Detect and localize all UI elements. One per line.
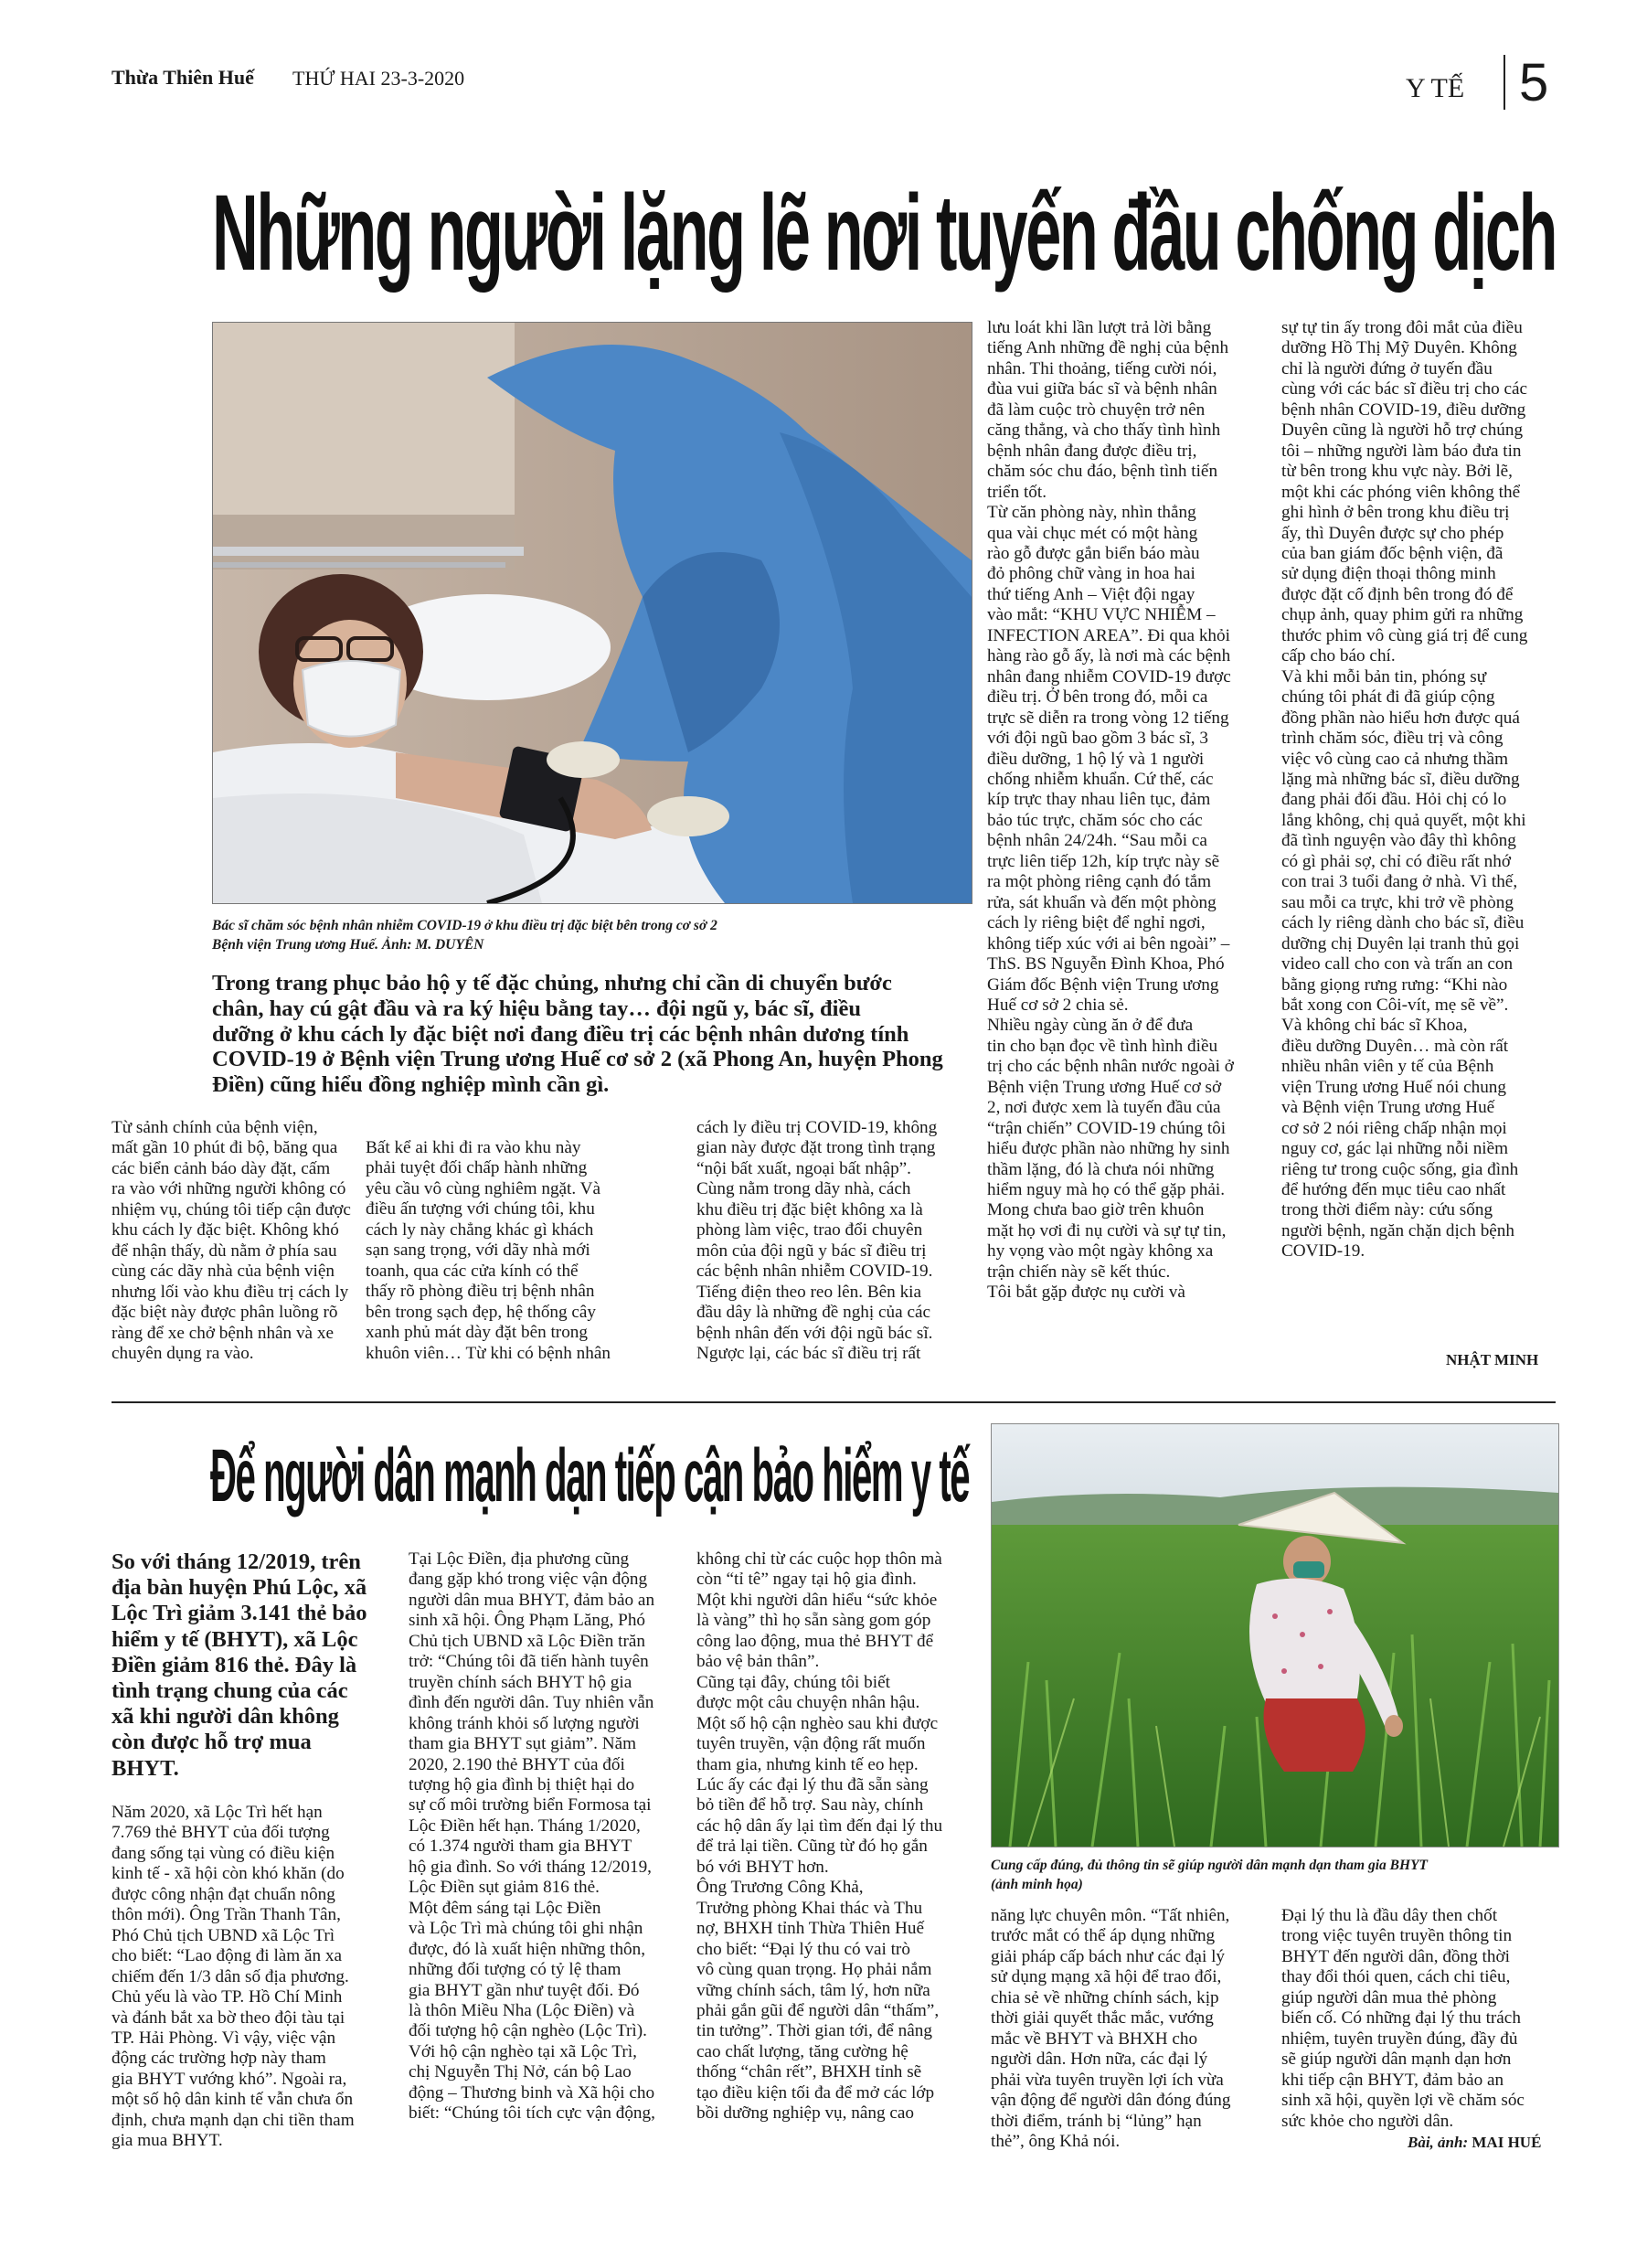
article2-headline: Để người dân mạnh dạn tiếp cận bảo hiểm y tế xyxy=(210,1434,970,1517)
article2-byline xyxy=(1408,2134,1541,2152)
section-name: Y TẾ xyxy=(1406,73,1465,103)
article2-column-4: năng lực chuyên môn. “Tất nhiên, trước mắt có thể áp dụng những giải pháp cấp bách như các đại lý sử dụng mạng xã hội để trao đổi, chia sẻ về những chính sách, kịp thời giải quyết thắc mắc, vướng mắc về BHYT và BHXH cho người dân. Hơn nữa, các đại lý phải vừa tuyên truyền lợi ích vừa vận động để người dân đóng đúng thời điểm, tránh bị “lủng” hạn thẻ”, ông Khả nói. xyxy=(991,1906,1231,2151)
article1-column-5: sự tự tin ấy trong đôi mắt của điều dưỡng Hồ Thị Mỹ Duyên. Không chỉ là người đứng ở tuyến đầu cùng với các bác sĩ điều trị cho các bệnh nhân COVID-19, điều dưỡng Duyên cũng là người hỗ trợ chúng tôi – những người làm báo đưa tin từ bên trong khu vực này. Bởi lẽ, một khi các phóng viên không thể ghi hình ở bên trong khu điều trị ấy, thì Duyên được sự cho phép của ban giám đốc bệnh viện, đã sử dụng điện thoại thông minh được đặt cố định bên trong đó để chụp ảnh, quay phim gửi ra những thước phim vô cùng giá trị để cung cấp cho báo chí. Và khi mỗi bản tin, phóng sự chúng tôi phát đi đã giúp cộng đồng phần nào hiểu hơn được quá trình chăm sóc, điều trị và công việc vô cùng cao cả nhưng thầm lặng mà những bác sĩ, điều dưỡng đang phải đối đầu. Hỏi chị có lo lắng không, chị quả quyết, một khi đã tình nguyện vào đây thì không có gì phải sợ, chỉ có điều rất nhớ con trai 3 tuổi đang ở nhà. Vì thế, sau mỗi ca trực, khi trở về phòng cách ly riêng dành cho bác sĩ, điều dưỡng chị Duyên lại tranh thủ gọi video call cho con và trấn an con bằng giọng rưng rưng: “Khi nào bắt xong con Côi-vít, mẹ sẽ về”. Và không chỉ bác sĩ Khoa, điều dưỡng Duyên… mà còn rất nhiều nhân viên y tế của Bệnh viện Trung ương Huế nói chung và Bệnh viện Trung ương Huế cơ sở 2 nói riêng chấp nhận mọi nguy cơ, gác lại những nỗi niềm riêng tư trong cuộc sống, gia đình để hướng đến mục tiêu cao nhất trong thời điểm này: cứu sống người bệnh, ngăn chặn dịch bệnh COVID-19. xyxy=(1281,318,1528,1262)
issue-date: THỨ HAI 23-3-2020 xyxy=(292,67,465,90)
article2-column-5: Đại lý thu là đầu dây then chốt trong việc tuyên truyền thông tin BHYT đến người dân, đồng thời thay đổi thói quen, cách chi tiêu, giúp người dân mua thẻ phòng biến cố. Có những đại lý thu trách nhiệm, tuyên truyền đúng, đầy đủ sẽ giúp người dân mạnh dạn hơn khi tiếp cận BHYT, đảm bảo an sinh xã hội, quyền lợi về chăm sóc sức khỏe cho người dân. xyxy=(1281,1906,1525,2131)
article1-column-4: lưu loát khi lần lượt trả lời bằng tiếng Anh những đề nghị của bệnh nhân. Thi thoảng, tiếng cười nói, đùa vui giữa bác sĩ và bệnh nhân đã làm cuộc trò chuyện trở nên căng thẳng, và cho thấy tình hình bệnh nhân đang được điều trị, chăm sóc chu đáo, bệnh tình tiến triển tốt. Từ căn phòng này, nhìn thẳng qua vài chục mét có một hàng rào gỗ được gắn biển báo màu đỏ phông chữ vàng in hoa hai thứ tiếng Anh – Việt đội ngay vào mắt: “KHU VỰC NHIỄM – INFECTION AREA”. Đi qua khỏi hàng rào gỗ ấy, là nơi mà các bệnh nhân đang nhiễm COVID-19 được điều trị. Ở bên trong đó, mỗi ca trực sẽ diễn ra trong vòng 12 tiếng với đội ngũ bao gồm 3 bác sĩ, 3 điều dưỡng, 1 hộ lý và 1 người chống nhiễm khuẩn. Cứ thế, các kíp trực thay nhau liên tục, đảm bảo túc trực, chăm sóc cho các bệnh nhân 24/24h. “Sau mỗi ca trực liên tiếp 12h, kíp trực này sẽ ra một phòng riêng cạnh đó tắm rửa, sát khuẩn và đến một phòng cách ly riêng biệt để nghỉ ngơi, không tiếp xúc với ai bên ngoài” – ThS. BS Nguyễn Đình Khoa, Phó Giám đốc Bệnh viện Trung ương Huế cơ sở 2 chia sẻ. Nhiều ngày cùng ăn ở để đưa tin cho bạn đọc về tình hình điều trị cho các bệnh nhân nước ngoài ở Bệnh viện Trung ương Huế cơ sở 2, nơi được xem là tuyến đầu của “trận chiến” COVID-19 chúng tôi hiểu được phần nào những hy sinh thầm lặng, đó là chưa nói những hiểm nguy mà họ có thể gặp phải. Mong chưa bao giờ trên khuôn mặt họ vơi đi nụ cười và sự tự tin, hy vọng vào một ngày không xa trận chiến này sẽ kết thúc. Tôi bắt gặp được nụ cười và xyxy=(987,318,1234,1303)
article1-lead: Trong trang phục bảo hộ y tế đặc chủng, nhưng chỉ cần di chuyển bước chân, hay cú gật đầu và ra ký hiệu bằng tay… đội ngũ y, bác sĩ, điều dưỡng ở khu cách ly đặc biệt nơi đang điều trị các bệnh nhân dương tính COVID-19 ở Bệnh viện Trung ương Huế cơ sở 2 (xã Phong An, huyện Phong Điền) cũng hiểu đồng nghiệp mình cần gì. xyxy=(212,971,943,1098)
byline-label: Bài, ảnh: xyxy=(1408,2134,1469,2151)
page-number: 5 xyxy=(1519,53,1549,112)
article2-column-2: Tại Lộc Điền, địa phương cũng đang gặp khó trong việc vận động người dân mua BHYT, đảm bảo an sinh xã hội. Ông Phạm Lăng, Phó Chủ tịch UBND xã Lộc Điền trăn trở: “Chúng tôi đã tiến hành tuyên truyền chính sách BHYT hộ gia đình đến người dân. Tuy nhiên vẫn không tránh khỏi số lượng người tham gia BHYT sụt giảm”. Năm 2020, 2.190 thẻ BHYT của đối tượng hộ gia đình bị thiệt hại do sự cố môi trường biển Formosa tại Lộc Điền hết hạn. Tháng 1/2020, có 1.374 người tham gia BHYT hộ gia đình. So với tháng 12/2019, Lộc Điền sụt giảm 816 thẻ. Một đêm sáng tại Lộc Điền và Lộc Trì mà chúng tôi ghi nhận được, đó là xuất hiện những thôn, những đối tượng có tỷ lệ tham gia BHYT gần như tuyệt đối. Đó là thôn Miều Nha (Lộc Điền) và đối tượng hộ cận nghèo (Lộc Trì). Với hộ cận nghèo tại xã Lộc Trì, chị Nguyễn Thị Nở, cán bộ Lao động – Thương binh và Xã hội cho biết: “Chúng tôi tích cực vận động, xyxy=(409,1549,655,2124)
article1-photo xyxy=(212,322,972,904)
header-divider xyxy=(1504,55,1505,110)
article1-column-3: cách ly điều trị COVID-19, không gian này được đặt trong tình trạng “nội bất xuất, ngoại bất nhập”. Cùng nằm trong dãy nhà, cách khu điều trị đặc biệt không xa là phòng làm việc, trao đổi chuyên môn của đội ngũ y bác sĩ điều trị các bệnh nhân nhiễm COVID-19. Tiếng điện theo reo lên. Bên kia đầu dây là những đề nghị của các bệnh nhân đến với đội ngũ bác sĩ. Ngược lại, các bác sĩ điều trị rất xyxy=(696,1118,938,1363)
article1-column-1: Từ sảnh chính của bệnh viện, mất gần 10 phút đi bộ, băng qua các biển cảnh báo dày đặt, cấm ra vào với những người không có nhiệm vụ, chúng tôi tiếp cận được khu cách ly đặc biệt. Không khó để nhận thấy, dù nằm ở phía sau cùng các dãy nhà của bệnh viện nhưng lối vào khu điều trị cách ly đặc biệt này được phân luồng rõ ràng để xe chở bệnh nhân và xe chuyên dụng ra vào. xyxy=(112,1118,351,1363)
article2-column-3: không chỉ từ các cuộc họp thôn mà còn “tỉ tê” ngay tại hộ gia đình. Một khi người dân hiểu “sức khỏe là vàng” thì họ sẵn sàng gom góp công lao động, mua thẻ BHYT để bảo vệ bản thân”. Cũng tại đây, chúng tôi biết được một câu chuyện nhân hậu. Một số hộ cận nghèo sau khi được tuyên truyền, vận động rất muốn tham gia, nhưng kinh tế eo hẹp. Lúc ấy các đại lý thu đã sẵn sàng bỏ tiền để hỗ trợ. Sau này, chính các hộ dân ấy lại tìm đến đại lý thu để trả lại tiền. Cũng từ đó họ gắn bó với BHYT hơn. Ông Trương Công Khả, Trưởng phòng Khai thác và Thu nợ, BHXH tỉnh Thừa Thiên Huế cho biết: “Đại lý thu có vai trò vô cùng quan trọng. Họ phải nắm vững chính sách, tâm lý, hơn nữa phải gắn gũi để người dân “thấm”, tin tưởng”. Thời gian tới, để nâng cao chất lượng, tăng cường hệ thống “chân rết”, BHXH tỉnh sẽ tạo điều kiện tối đa để mở các lớp bồi dưỡng nghiệp vụ, nâng cao xyxy=(696,1549,943,2124)
masthead: Thừa Thiên Huế xyxy=(112,66,254,89)
article1-photo-caption: Bác sĩ chăm sóc bệnh nhân nhiễm COVID-19 ở khu điều trị đặc biệt bên trong cơ sở 2 Bệnh viện Trung ương Huế. Ảnh: M. DUYÊN xyxy=(212,918,717,953)
article2-lead: So với tháng 12/2019, trên địa bàn huyện Phú Lộc, xã Lộc Trì giảm 3.141 thẻ bảo hiểm y tế (BHYT), xã Lộc Điền giảm 816 thẻ. Đây là tình trạng chung của các xã khi người dân không còn được hỗ trợ mua BHYT. xyxy=(112,1549,367,1781)
article1-headline: Những người lặng lẽ nơi tuyến đầu chống dịch xyxy=(212,173,1557,293)
article2-column-1: Năm 2020, xã Lộc Trì hết hạn 7.769 thẻ BHYT của đối tượng đang sống tại vùng có điều kiện kinh tế - xã hội còn khó khăn (do được công nhận đạt chuẩn nông thôn mới). Ông Trần Thanh Tân, Phó Chủ tịch UBND xã Lộc Trì cho biết: “Lao động đi làm ăn xa chiếm đến 1/3 dân số địa phương. Chủ yếu là vào TP. Hồ Chí Minh và đánh bắt xa bờ theo đội tàu tại TP. Hải Phòng. Vì vậy, việc vận động các trường hợp này tham gia BHYT vướng khó”. Ngoài ra, một số hộ dân kinh tế vẫn chưa ổn định, chưa mạnh dạn chi tiền tham gia mua BHYT. xyxy=(112,1803,355,2151)
article-divider xyxy=(112,1401,1556,1403)
article2-photo xyxy=(991,1423,1559,1847)
byline-name: MAI HUÉ xyxy=(1472,2134,1542,2151)
article1-column-2: Bất kể ai khi đi ra vào khu này phải tuyệt đối chấp hành những yêu cầu vô cùng nghiêm ngặt. Và điều ấn tượng với chúng tôi, khu cách ly này chẳng khác gì khách sạn sang trọng, với dãy nhà mới toanh, qua các cửa kính có thể thấy rõ phòng điều trị bệnh nhân bên trong sạch đẹp, hệ thống cây xanh phủ mát dày đặt bên trong khuôn viên… Từ khi có bệnh nhân xyxy=(366,1138,611,1363)
article1-byline: NHẬT MINH xyxy=(1446,1351,1539,1368)
article2-photo-caption: Cung cấp đúng, đủ thông tin sẽ giúp người dân mạnh dạn tham gia BHYT (ảnh minh họa) xyxy=(991,1858,1429,1892)
